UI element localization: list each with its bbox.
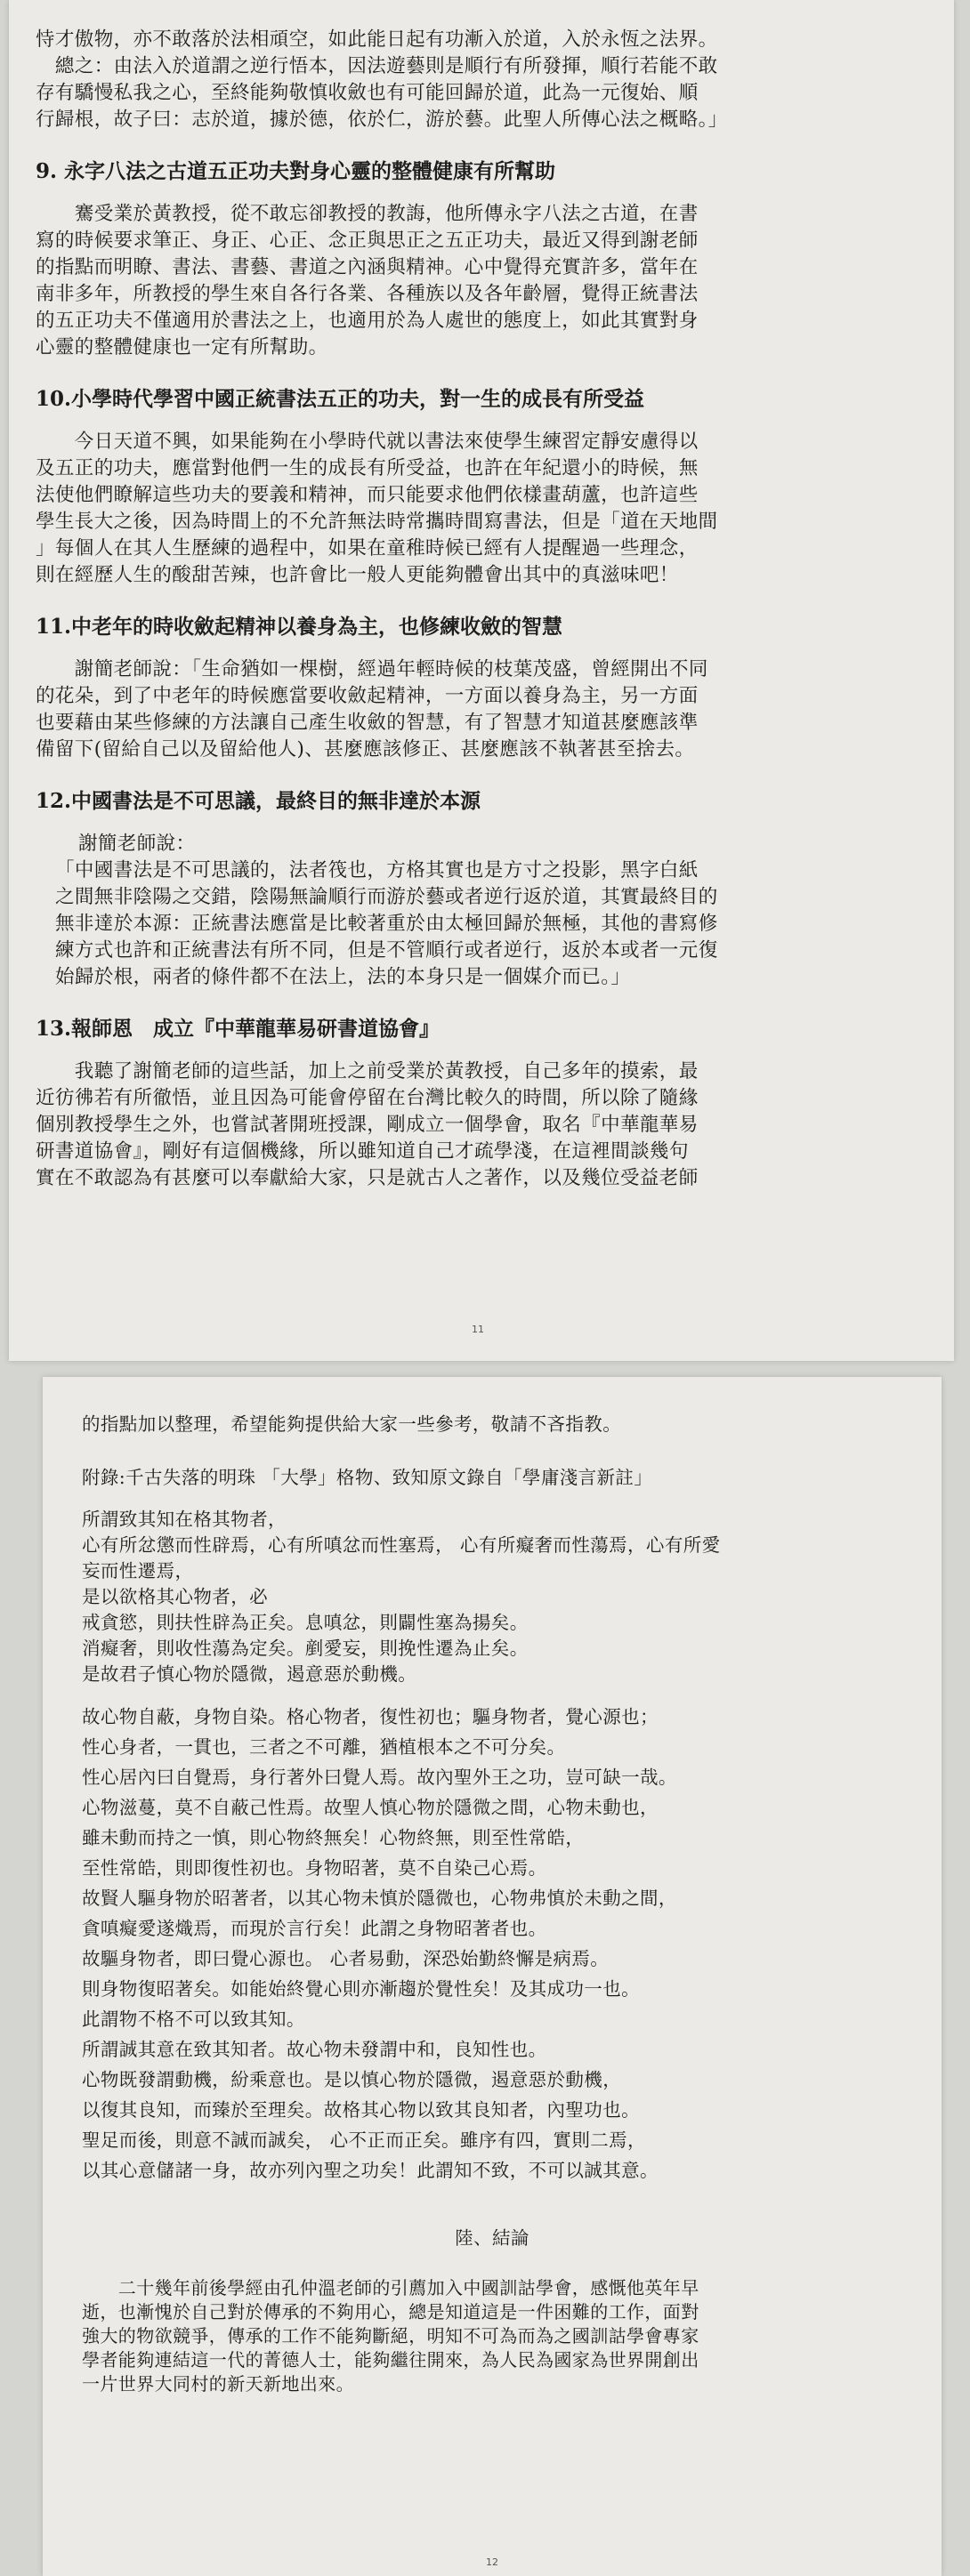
text-line: 貪嗔癡愛遂熾焉，而現於言行矣！此謂之身物昭著者也。 (82, 1918, 547, 1939)
text-line: 心物既發謂動機，紛乘意也。是以慎心物於隱微，遏意惡於動機， (82, 2069, 622, 2090)
text-line: 所謂誠其意在致其知者。故心物未發謂中和，良知性也。 (82, 2039, 547, 2060)
text-line: 我聽了謝簡老師的這些話，加上之前受業於黃教授，自己多年的摸索，最 (36, 1060, 699, 1083)
text-line: 心物滋蔓，莫不自蔽己性焉。故聖人慎心物於隱微之間，心物未動也， (82, 1797, 659, 1818)
text-line: 性心居內曰自覺焉，身行著外曰覺人焉。故內聖外王之功，豈可缺一哉。 (82, 1767, 677, 1788)
text-line: 故賢人驅身物於昭著者，以其心物未慎於隱微也，心物弗慎於未動之間， (82, 1888, 677, 1909)
section-11-body (36, 656, 927, 763)
text-line: 此謂物不格不可以致其知。 (82, 2008, 305, 2030)
page-number: 12 (486, 2556, 498, 2568)
page-11 (9, 0, 954, 1361)
section-9-body (36, 201, 927, 361)
text-line: 及五正的功夫，應當對他們一生的成長有所受益，也許在年紀還小的時候，無 (36, 457, 699, 479)
text-line: 謝簡老師說： (78, 833, 196, 855)
text-line: 心有所忿懲而性辟焉，心有所嗔忿而性塞焉， 心有所癡奢而性蕩焉，心有所愛 (82, 1534, 721, 1556)
text-line: 謝簡老師說：「生命猶如一棵樹，經過年輕時候的枝葉茂盛，曾經開出不同 (36, 658, 708, 680)
text-line: 則身物復昭著矣。如能始終覺心則亦漸趨於覺性矣！及其成功一也。 (82, 1978, 640, 2000)
appendix-quote (82, 1507, 902, 1687)
text-line: 逝，也漸愧於自己對於傳承的不夠用心，總是知道這是一件困難的工作，面對 (82, 2301, 699, 2322)
text-line: 強大的物欲競爭，傳承的工作不能夠斷絕，明知不可為而為之國訓詁學會專家 (82, 2325, 699, 2347)
text-line: 以其心意儲諸一身，故亦列內聖之功矣！此謂知不致，不可以誠其意。 (82, 2160, 659, 2181)
text-line: 恃才傲物，亦不敢落於法相頑空，如此能日起有功漸入於道，入於永恆之法界。 (36, 28, 718, 51)
text-line: 聖足而後，則意不誠而誠矣， 心不正而正矣。雖序有四，實則二焉， (82, 2129, 646, 2151)
text-line: 所謂致其知在格其物者， (82, 1509, 287, 1530)
text-line: 消癡奢，則收性蕩為定矣。剷愛妄，則挽性遷為止矣。 (82, 1638, 529, 1659)
page-12 (43, 1377, 942, 2576)
text-line: 之間無非陰陽之交錯，陰陽無論順行而游於藝或者逆行返於道，其實最終目的 (55, 886, 718, 908)
text-line: 妄而性遷焉， (82, 1560, 194, 1582)
text-line: 總之：由法入於道謂之逆行悟本，因法遊藝則是順行有所發揮，順行若能不敢 (36, 55, 718, 77)
text-line: 至性常皓，則即復性初也。身物昭著，莫不自染己心焉。 (82, 1857, 547, 1879)
appendix-body (82, 1702, 902, 2186)
text-line: 存有驕慢私我之心，至終能夠敬慎收斂也有可能回歸於道，此為一元復始、順 (36, 82, 699, 104)
text-line: 雖未動而持之一慎，則心物終無矣！心物終無，則至性常皓， (82, 1827, 585, 1848)
appendix-title: 附錄:千古失落的明珠 「大學」格物、致知原文錄自「學庸淺言新註」 (82, 1467, 653, 1488)
text-line: 法使他們瞭解這些功夫的要義和精神，而只能要求他們依樣畫葫蘆，也許這些 (36, 484, 699, 506)
section-13-body (36, 1059, 927, 1192)
text-line: 心靈的整體健康也一定有所幫助。 (36, 336, 328, 358)
text-line: 學者能夠連結這一代的菁德人士，能夠繼往開來，為人民為國家為世界開創出 (82, 2349, 699, 2371)
text-line: 是故君子慎心物於隱微，遏意惡於動機。 (82, 1663, 417, 1685)
section-10-body (36, 429, 927, 589)
text-line: 也要藉由某些修練的方法讓自己產生收斂的智慧，有了智慧才知道甚麼應該準 (36, 712, 699, 734)
text-line: 的指點而明瞭、書法、書藝、書道之內涵與精神。心中覺得充實許多，當年在 (36, 256, 699, 278)
text-line: 的五正功夫不僅適用於書法之上，也適用於為人處世的態度上，如此其實對身 (36, 310, 699, 332)
section-9-heading: 9. 永字八法之古道五正功夫對身心靈的整體健康有所幫助 (36, 159, 556, 183)
text-line: 故驅身物者，即曰覺心源也。 心者易動，深恐始勤終懈是病焉。 (82, 1948, 610, 1969)
text-line: 始歸於根，兩者的條件都不在法上，法的本身只是一個媒介而已。」 (55, 966, 631, 988)
text-line: 南非多年，所教授的學生來自各行各業、各種族以及各年齡層，覺得正統書法 (36, 283, 699, 305)
text-line: 備留下(留給自己以及留給他人)、甚麼應該修正、甚麼應該不執著甚至捨去。 (36, 738, 695, 761)
text-line: 」每個人在其人生歷練的過程中，如果在童稚時候已經有人提醒過一些理念， (36, 537, 699, 559)
text-line: 則在經歷人生的酸甜苦辣，也許會比一般人更能夠體會出其中的真滋味吧！ (36, 564, 679, 586)
text-line: 今日天道不興，如果能夠在小學時代就以書法來使學生練習定靜安慮得以 (36, 431, 699, 453)
text-line: 戒貪慾，則扶性辟為正矣。息嗔忿，則闢性塞為揚矣。 (82, 1612, 529, 1633)
page-number: 11 (472, 1324, 484, 1335)
section-11-heading: 11.中老年的時收斂起精神以養身為主，也修練收斂的智慧 (36, 615, 563, 639)
text-line: 無非達於本源：正統書法應當是比較著重於由太極回歸於無極，其他的書寫修 (55, 913, 718, 935)
text-line: 練方式也許和正統書法有所不同，但是不管順行或者逆行，返於本或者一元復 (55, 939, 718, 962)
intro-paragraph (36, 27, 927, 133)
section-12-heading: 12.中國書法是不可思議，最終目的無非達於本源 (36, 789, 481, 813)
text-line: 個別教授學生之外，也嘗試著開班授課，剛成立一個學會，取名『中華龍華易 (36, 1114, 699, 1136)
text-line: 性心身者，一貫也，三者之不可離，猶植根本之不可分矣。 (82, 1736, 566, 1758)
text-line: 二十幾年前後學經由孔仲溫老師的引薦加入中國訓詁學會，感慨他英年早 (82, 2277, 699, 2298)
section-13-heading: 13.報師恩 成立『中華龍華易研書道協會』 (36, 1017, 441, 1041)
text-line: 一片世界大同村的新天新地出來。 (82, 2373, 354, 2395)
text-line: 寫的時候要求筆正、身正、心正、念正與思正之五正功夫，最近又得到謝老師 (36, 229, 699, 252)
section-title: 陸、結論 (455, 2227, 529, 2249)
section-10-heading: 10.小學時代學習中國正統書法五正的功夫，對一生的成長有所受益 (36, 387, 645, 411)
text-line: 學生長大之後，因為時間上的不允許無法時常攜時間寫書法，但是「道在天地間 (36, 511, 718, 533)
section-12-body (36, 831, 927, 991)
text-line: 研書道協會』，剛好有這個機緣，所以雖知道自己才疏學淺，在這裡間談幾句 (36, 1140, 689, 1163)
text-line: 「中國書法是不可思議的，法者筏也，方格其實也是方寸之投影，黑字白紙 (55, 859, 699, 881)
continuation-line: 的指點加以整理，希望能夠提供給大家一些參考，敬請不吝指教。 (82, 1413, 622, 1435)
text-line: 是以欲格其心物者，必 (82, 1586, 268, 1607)
text-line: 以復其良知，而臻於至理矣。故格其心物以致其良知者，內聖功也。 (82, 2099, 640, 2121)
text-line: 行歸根，故子曰：志於道，據於德，依於仁，游於藝。此聖人所傳心法之概略。」 (36, 109, 728, 131)
text-line: 實在不敢認為有甚麼可以奉獻給大家，只是就古人之著作，以及幾位受益老師 (36, 1167, 699, 1189)
text-line: 騫受業於黃教授，從不敢忘卻教授的教誨，他所傳永字八法之古道，在書 (36, 203, 699, 225)
conclusion-body (82, 2276, 902, 2396)
text-line: 故心物自蔽，身物自染。格心物者，復性初也；驅身物者，覺心源也； (82, 1706, 659, 1727)
text-line: 的花朵，到了中老年的時候應當要收斂起精神，一方面以養身為主，另一方面 (36, 685, 699, 707)
text-line: 近彷彿若有所徹悟，並且因為可能會停留在台灣比較久的時間，所以除了隨緣 (36, 1087, 699, 1109)
